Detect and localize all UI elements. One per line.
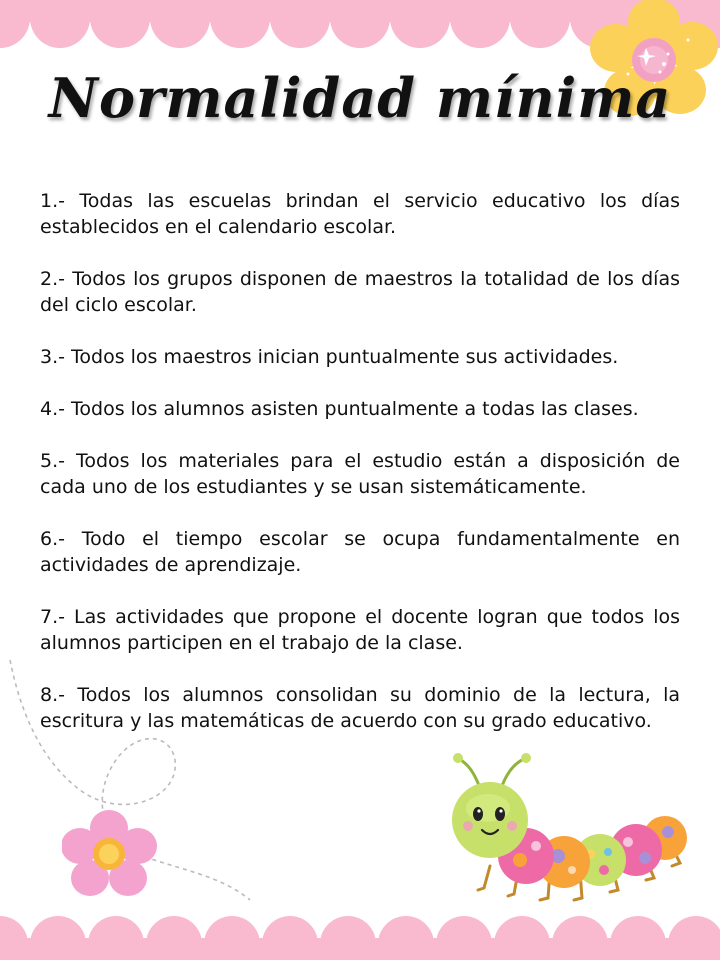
list-item: 2.- Todos los grupos disponen de maestros la totalidad de los días del ciclo escolar. xyxy=(40,268,680,316)
caterpillar-icon xyxy=(440,748,695,918)
list-item: 8.- Todos los alumnos consolidan su dominio de la lectura, la escritura y las matemáticas de acuerdo con su grado educativo. xyxy=(40,684,680,732)
list-item: 7.- Las actividades que propone el docente logran que todos los alumnos participen en el trabajo de la clase. xyxy=(40,606,680,654)
list-item: 4.- Todos los alumnos asisten puntualmente a todas las clases. xyxy=(40,398,639,420)
list-item: 6.- Todo el tiempo escolar se ocupa fundamentalmente en actividades de aprendizaje. xyxy=(40,528,680,576)
list-item: 3.- Todos los maestros inician puntualmente sus actividades. xyxy=(40,346,619,368)
list-item: 5.- Todos los materiales para el estudio están a disposición de cada uno de los estudiantes y se usan sistemáticamente. xyxy=(40,450,680,498)
pink-flower-icon xyxy=(62,808,157,898)
page-title: Normalidad mínima xyxy=(48,66,672,130)
list-item: 1.- Todas las escuelas brindan el servicio educativo los días establecidos en el calendario escolar. xyxy=(40,190,680,238)
normalidad-list xyxy=(40,188,680,760)
